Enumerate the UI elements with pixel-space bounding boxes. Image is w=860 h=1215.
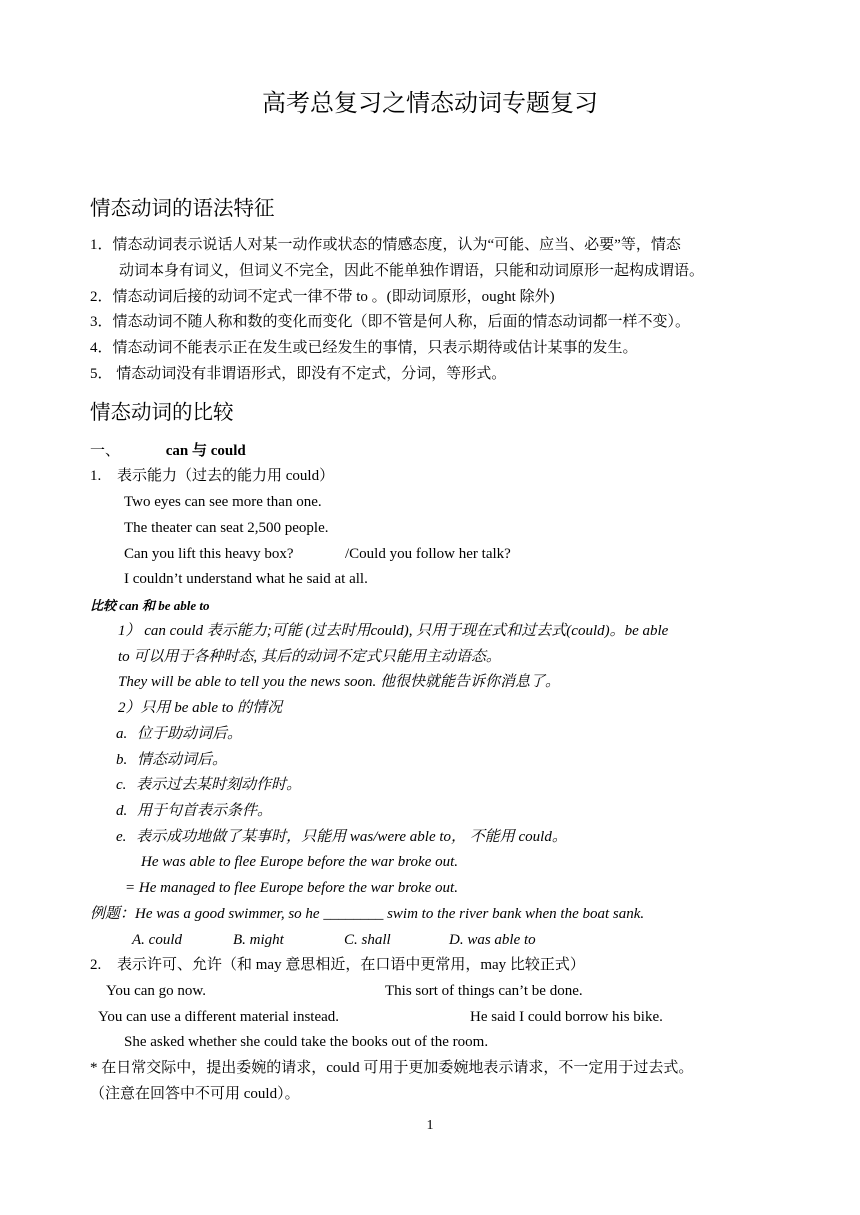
subsection-number: 一、 (90, 443, 121, 459)
list-item (90, 287, 555, 307)
case-letter: d. (116, 803, 128, 819)
example-sentence: The theater can seat 2,500 people. (124, 520, 329, 536)
case-text: 用于句首表示条件。 (137, 803, 273, 819)
example-sentence: Can you lift this heavy box? (124, 546, 294, 562)
point-heading (90, 955, 585, 975)
case-item (116, 775, 301, 795)
case-letter: b. (116, 752, 128, 768)
page-title: 高考总复习之情态动词专题复习 (262, 89, 598, 117)
example-sentence: You can use a different material instead. (98, 1009, 340, 1025)
list-number: 4． (90, 340, 113, 356)
list-item (90, 364, 506, 384)
case-text: 表示过去某时刻动作时。 (136, 777, 302, 793)
answer-option: A. could (132, 932, 182, 948)
list-text: 情态动词不能表示正在发生或已经发生的事情，只表示期待或估计某事的发生。 (112, 340, 638, 356)
list-text: 情态动词后接的动词不定式一律不带 to 。(即动词原形，ought 除外) (112, 289, 555, 305)
compare-example: They will be able to tell you the news soon. 他很快就能告诉你消息了。 (118, 674, 561, 690)
case-letter: a. (116, 726, 128, 742)
point-number: 1. (90, 468, 102, 484)
list-number: 3． (90, 314, 113, 330)
case-item (116, 801, 272, 821)
point-title: 表示能力（过去的能力用 could） (117, 468, 335, 484)
example-sentence: Two eyes can see more than one. (124, 494, 322, 510)
example-sentence: = He managed to flee Europe before the war broke out. (125, 880, 458, 896)
case-letter: e. (116, 829, 127, 845)
subsection-heading (90, 441, 246, 461)
list-item (90, 312, 690, 332)
case-item (116, 827, 567, 847)
answer-option: C. shall (344, 932, 391, 948)
point-title: 表示许可、允许（和 may 意思相近，在口语中更常用，may 比较正式） (117, 957, 585, 973)
list-text: 情态动词表示说话人对某一动作或状态的情感态度，认为“可能、应当、必要”等，情态 (112, 237, 681, 253)
example-question: 例题：He was a good swimmer, so he ________ swim to the river bank when the boat sank. (90, 906, 645, 922)
case-letter: c. (116, 777, 127, 793)
case-text: 情态动词后。 (137, 752, 228, 768)
list-item-continuation: 动词本身有词义，但词义不完全，因此不能单独作谓语，只能和动词原形一起构成谓语。 (119, 263, 705, 279)
point-number: 2. (90, 957, 102, 973)
section-heading-features: 情态动词的语法特征 (90, 196, 275, 220)
note-text-continuation: （注意在回答中不可用 could）。 (90, 1086, 300, 1102)
example-sentence: She asked whether she could take the books out of the room. (124, 1034, 489, 1050)
list-item (90, 235, 681, 255)
answer-option: D. was able to (449, 932, 536, 948)
example-sentence: I couldn’t understand what he said at all. (124, 571, 368, 587)
list-item (90, 338, 638, 358)
example-sentence: You can go now. (106, 983, 207, 999)
example-sentence: He said I could borrow his bike. (470, 1009, 663, 1025)
example-sentence: He was able to flee Europe before the war broke out. (141, 854, 459, 870)
example-sentence: /Could you follow her talk? (345, 546, 511, 562)
example-sentence: This sort of things can’t be done. (385, 983, 583, 999)
list-number: 5． (90, 366, 113, 382)
list-text: 情态动词不随人称和数的变化而变化（即不管是何人称，后面的情态动词都一样不变）。 (112, 314, 691, 330)
list-number: 2． (90, 289, 113, 305)
list-number: 1． (90, 237, 113, 253)
point-heading (90, 466, 334, 486)
section-heading-comparison: 情态动词的比较 (90, 400, 234, 424)
subsection-label: can 与 could (165, 443, 246, 459)
compare-point: 1） can could 表示能力;可能 (过去时用could), 只用于现在式和过去式(could)。be able (118, 623, 669, 639)
case-text: 表示成功地做了某事时，只能用 was/were able to， 不能用 could。 (136, 829, 567, 845)
list-text: 情态动词没有非谓语形式，即没有不定式，分词，等形式。 (112, 366, 507, 382)
page-number: 1 (426, 1118, 434, 1133)
compare-point: 2）只用 be able to 的情况 (118, 700, 283, 716)
note-text: * 在日常交际中，提出委婉的请求，could 可用于更加委婉地表示请求，不一定用于过去式。 (90, 1060, 694, 1076)
case-text: 位于助动词后。 (137, 726, 243, 742)
case-item (116, 750, 227, 770)
compare-heading: 比较 can 和 be able to (90, 598, 210, 613)
answer-option: B. might (233, 932, 284, 948)
case-item (116, 724, 242, 744)
compare-point-continuation: to 可以用于各种时态, 其后的动词不定式只能用主动语态。 (118, 649, 501, 665)
